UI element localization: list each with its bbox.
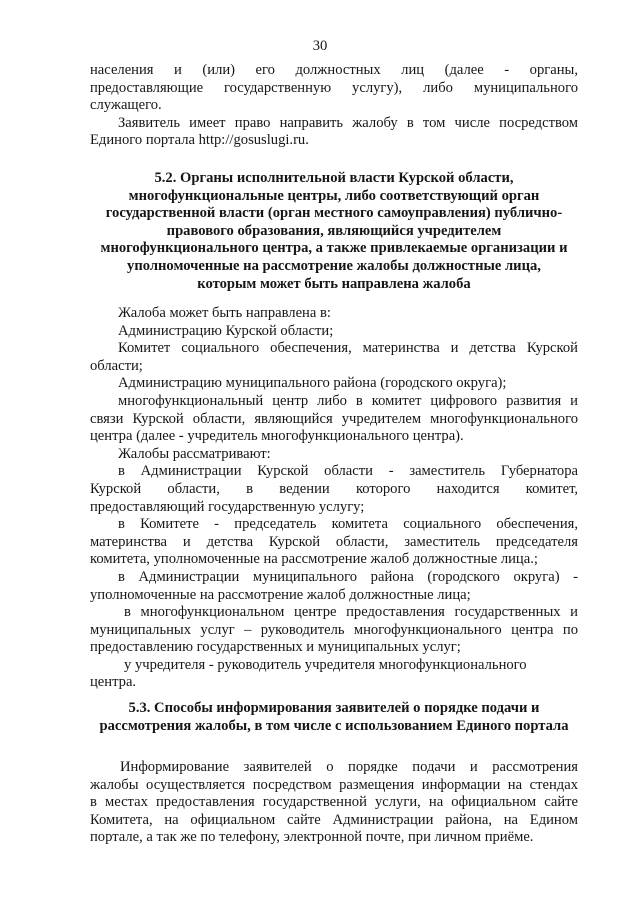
heading-line: 5.3. Способы информирования заявителей о порядке подачи и (128, 700, 540, 716)
heading-line: уполномоченные на рассмотрение жалобы должностные лица, (127, 257, 541, 274)
section-5-3-body (90, 759, 578, 847)
text-line: Информирование заявителей о порядке подачи и рассмотрения (120, 759, 578, 775)
heading-line: которым может быть направлена жалоба (197, 275, 471, 292)
text-line: в Комитете - председатель комитета социального обеспечения, (118, 516, 578, 533)
heading-line: многофункционального центра, а также привлекаемые организации и (100, 240, 568, 257)
section-5-2-body (90, 305, 578, 692)
text-line: портале, а так же по телефону, электронной почте, при личном приёме. (90, 829, 534, 846)
text-line: Заявитель имеет право направить жалобу в том числе посредством (118, 114, 578, 131)
section-5-2-heading (88, 170, 580, 293)
text-line: центра (далее - учредитель многофункционального центра). (90, 428, 464, 445)
text-line: многофункциональный центр либо в комитет цифрового развития и (118, 392, 578, 409)
text-line: материнства и детства Курской области, заместитель председателя (90, 533, 578, 550)
text-line: связи Курской области, являющийся учредителем многофункционального (90, 410, 578, 427)
text-line: Комитета, на официальном сайте Администрации района, на Едином (90, 811, 578, 828)
text-line: Курской области, в ведении которого находится комитет, (90, 480, 578, 497)
text-line: области; (90, 357, 143, 374)
text-line: предоставляющий государственную услугу; (90, 498, 365, 515)
heading-line: государственной власти (орган местного самоуправления) публично- (105, 205, 563, 222)
text-line: Единого портала http://gosuslugi.ru. (90, 132, 309, 149)
text-line: комитета, уполномоченные на рассмотрение жалоб должностные лица.; (90, 551, 538, 568)
text-line: Жалобы рассматривают: (118, 445, 271, 462)
text-line: в Администрации Курской области - заместитель Губернатора (118, 463, 578, 480)
page-number: 30 (312, 38, 328, 54)
text-line: жалобы осуществляется посредством размещения информации на стендах (90, 776, 578, 793)
text-line: предоставляющие государственную услугу), либо муниципального (90, 79, 578, 96)
heading-line: правового образования, являющийся учредителем (166, 222, 502, 239)
text-line: в Администрации муниципального района (городского округа) - (118, 568, 578, 585)
heading-line: многофункциональные центры, либо соответствующий орган (128, 187, 540, 204)
text-line: Комитет социального обеспечения, материнства и детства Курской (118, 340, 578, 357)
text-line: предоставлению государственных и муниципальных услуг; (90, 639, 461, 656)
heading-line: рассмотрения жалобы, в том числе с использованием Единого портала (99, 717, 569, 734)
heading-line: 5.2. Органы исполнительной власти Курской области, (154, 170, 514, 186)
text-line: Администрацию муниципального района (городского округа); (118, 375, 507, 392)
text-line: муниципальных услуг – руководитель многофункционального центра по (90, 621, 578, 638)
text-line: в многофункциональном центре предоставления государственных и (124, 604, 578, 621)
text-line: у учредителя - руководитель учредителя многофункционального (124, 656, 527, 673)
intro-paragraph (90, 62, 578, 150)
text-line: Жалоба может быть направлена в: (118, 305, 331, 321)
text-line: уполномоченные на рассмотрение жалоб должностные лица; (90, 586, 471, 603)
section-5-3-heading (88, 700, 580, 735)
text-line: Администрацию Курской области; (118, 322, 334, 339)
text-line: служащего. (90, 97, 162, 114)
text-line: в местах предоставления государственной услуги, на официальном сайте (90, 794, 578, 811)
text-line: центра. (90, 674, 137, 691)
text-line: населения и (или) его должностных лиц (далее - органы, (90, 62, 578, 78)
